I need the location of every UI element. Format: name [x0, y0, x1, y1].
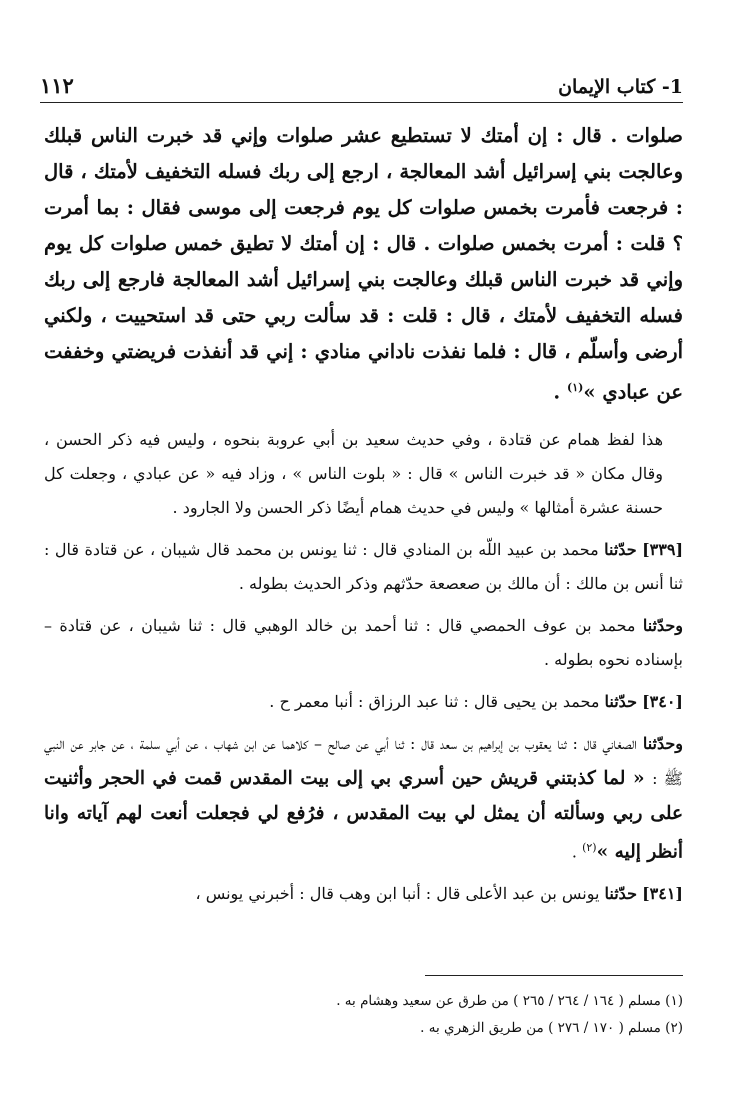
- footnote-separator: [425, 975, 683, 976]
- footnotes: [44, 988, 683, 1042]
- footnote-ref-2: (٢): [582, 840, 597, 854]
- hadith-339: [٣٣٩] حدّثنا محمد بن عبيد اللّه بن المنادي قال : ثنا يونس بن محمد قال شيبان ، عن قتادة قال : ثنا أنس بن مالك : أن مالك بن صعصعة حدّثهم وذكر الحديث بطوله .: [44, 539, 684, 593]
- hadith-continuation: صلوات . قال : إن أمتك لا تستطيع عشر صلوات وإني قد خبرت الناس قبلك وعالجت بني إسرائيل أشد المعالجة ، ارجع إلى ربك فسله التخفيف لأمتك ، قال : فرجعت فأمرت بخمس صلوات كل يوم فرجعت إلى موسى فقال : بما أمرت ؟ قلت : أمرت بخمس صلوات . قال : إن أمتك لا تطيق خمس صلوات كل يوم وإني قد خبرت الناس قبلك وعالجت بني إسرائيل أشد المعالجة فارجع إلى ربك فسله التخفيف لأمتك ، قال : قلت : قد سألت ربي حتى قد استحييت ، ولكني أرضى وأسلّم ، قال : فلما نفذت ناداني منادي : إني قد أنفذت فريضتي وخففت عن عبادي »$^{(١)}$ .: [44, 124, 683, 404]
- footnote-2: (٢) مسلم ( ١٧٠ / ٢٧٦ ) من طريق الزهري به .: [420, 1020, 683, 1036]
- footnote-1: (١) مسلم ( ١٦٤ / ٢٦٤ / ٢٦٥ ) من طرق عن سعيد وهشام به .: [336, 993, 683, 1009]
- page-number: ١١٢: [40, 73, 74, 98]
- hadith-341: [٣٤١] حدّثنا يونس بن عبد الأعلى قال : أنبا ابن وهب قال : أخبرني يونس ،: [195, 883, 683, 903]
- hadith-number: [٣٣٩]: [642, 539, 684, 559]
- hadith-339-alt-chain: وحدّثنا محمد بن عوف الحمصي قال : ثنا أحمد بن خالد الوهبي قال : ثنا شيبان ، عن قتادة – بإسناده نحوه بطوله .: [44, 615, 683, 669]
- hadith-340-alt-chain: وحدّثنا الصغاني قال : ثنا يعقوب بن إبراهيم بن سعد قال : ثنا أبي عن صالح – كلاهما عن ابن شهاب ، عن أبي سلمة ، عن جابر عن النبي ﷺ : « لما كذبتني قريش حين أسري بي إلى بيت المقدس قمت في الحجر وأثنيت على ربي وسألته أن يمثل لي بيت المقدس ، فرُفع لي فجعلت أنعت لهم آياته وانا أنظر إليه »$^{(٢)}$ .: [44, 733, 684, 862]
- hadith-340: [٣٤٠] حدّثنا محمد بن يحيى قال : ثنا عبد الرزاق : أنبا معمر ح .: [269, 691, 683, 711]
- running-title: 1- كتاب الإيمان: [558, 76, 683, 98]
- page-body: [44, 118, 683, 911]
- footnote-ref-1: (١): [566, 381, 584, 394]
- hadith-matn: « لما كذبتني قريش حين أسري بي إلى بيت المقدس قمت في الحجر وأثنيت على ربي وسألته أن يمثل لي بيت المقدس ، فرُفع لي فجعلت أنعت لهم آياته وانا أنظر إليه »: [44, 767, 683, 862]
- hadith-number: [٣٤٠]: [642, 691, 683, 711]
- commentary-note: هذا لفظ همام عن قتادة ، وفي حديث سعيد بن أبي عروبة بنحوه ، وليس فيه ذكر الحسن ، وقال مكان « قد خبرت الناس » قال : « بلوت الناس » ، وزاد فيه « عن عبادي ، وجعلت كل حسنة عشرة أمثالها » وليس في حديث همام أيضًا ذكر الحسن ولا الجارود .: [44, 429, 664, 517]
- hadith-number: [٣٤١]: [642, 883, 683, 903]
- hadith-text: صلوات . قال : إن أمتك لا تستطيع عشر صلوات وإني قد خبرت الناس قبلك وعالجت بني إسرائيل أشد المعالجة ، ارجع إلى ربك فسله التخفيف لأمتك ، قال : فرجعت فأمرت بخمس صلوات كل يوم فرجعت إلى موسى فقال : بما أمرت ؟ قلت : أمرت بخمس صلوات . قال : إن أمتك لا تطيق خمس صلوات كل يوم وإني قد خبرت الناس قبلك وعالجت بني إسرائيل أشد المعالجة فارجع إلى ربك فسله التخفيف لأمتك ، قال : قلت : قد سألت ربي حتى قد استحييت ، ولكني أرضى وأسلّم ، قال : فلما نفذت ناداني منادي : إني قد أنفذت فريضتي وخففت عن عبادي »: [44, 124, 683, 404]
- page-header: [40, 62, 683, 103]
